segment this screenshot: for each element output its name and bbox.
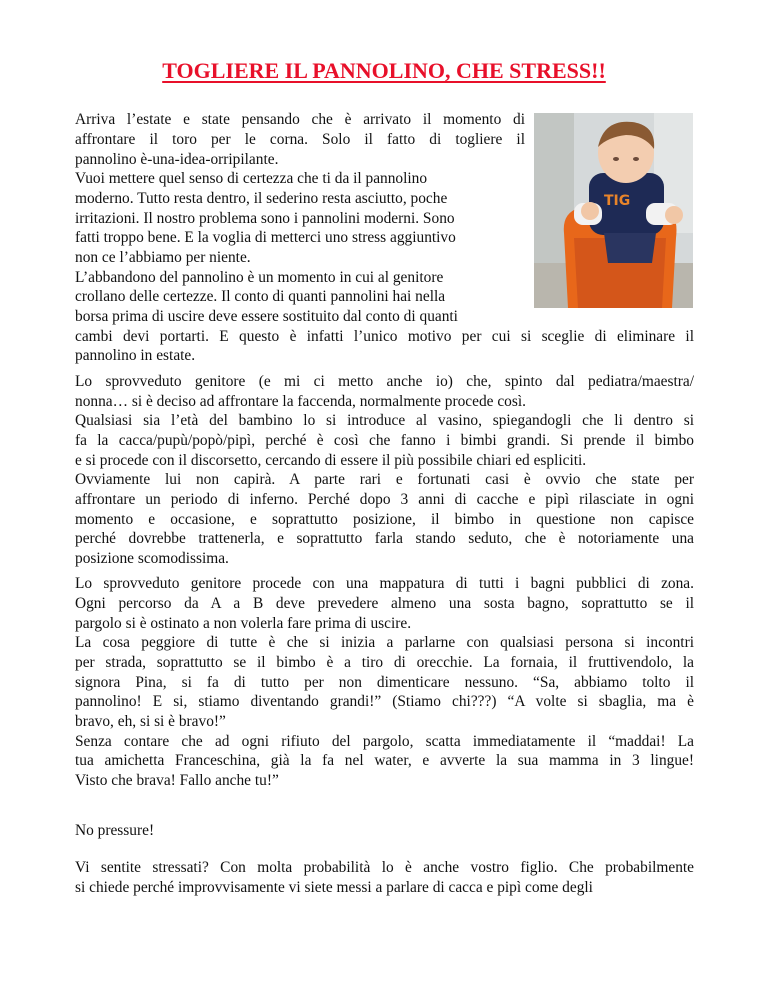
- paragraph-1-line: moderno. Tutto resta dentro, il sederino resta asciutto, poche: [75, 190, 448, 207]
- paragraph-3-line: Senza contare che ad ogni rifiuto del pargolo, scatta immediatamente il “maddai! La: [75, 733, 694, 750]
- paragraph-1-line: fatti troppo bene. E la voglia di metterci uno stress aggiuntivo: [75, 229, 456, 246]
- paragraph-3-line: signora Pina, si fa di tutto per non dimenticare nessuno. “Sa, abbiamo tolto il: [75, 674, 694, 691]
- paragraph-3-line: tua amichetta Franceschina, già la fa nel water, e avverte la sua mamma in 3 lingue!: [75, 752, 694, 769]
- paragraph-3-line: Ogni percorso da A a B deve prevedere almeno una sosta bagno, soprattutto se il: [75, 595, 694, 612]
- paragraph-2-line: e si procede con il discorsetto, cercando di essere il più possibile chiari ed espliciti.: [75, 452, 587, 469]
- child-on-potty-photo: [534, 113, 693, 308]
- paragraph-3-line: per strada, soprattutto se il bimbo è a tiro di orecchie. La fornaia, il fruttivendolo, la: [75, 654, 694, 671]
- paragraph-1-line: L’abbandono del pannolino è un momento in cui al genitore: [75, 269, 444, 286]
- paragraph-2-line: affrontare un periodo di inferno. Perché dopo 3 anni di cacche e pipì rilasciate in ogni: [75, 491, 694, 508]
- paragraph-3-line: pargolo si è ostinato a non volerla fare prima di uscire.: [75, 615, 412, 632]
- paragraph-2-line: momento e occasione, e soprattutto posizione, il bimbo in questione non capisce: [75, 511, 694, 528]
- paragraph-1-line: pannolino è-una-idea-orripilante.: [75, 151, 279, 168]
- paragraph-3-line: pannolino! E si, stiamo diventando grandi!” (Stiamo chi???) “A volte si sbaglia, ma è: [75, 693, 694, 710]
- paragraph-2-line: Ovviamente lui non capirà. A parte rari e fortunati casi è ovvio che state per: [75, 471, 694, 488]
- paragraph-2-line: posizione scomodissima.: [75, 550, 229, 567]
- paragraph-1-line: crollano delle certezze. Il conto di quanti pannolini hai nella: [75, 288, 446, 305]
- paragraph-2-line: Qualsiasi sia l’età del bambino lo si introduce al vasino, spiegandogli che li dentro si: [75, 412, 694, 429]
- paragraph-5-line: si chiede perché improvvisamente vi siete messi a parlare di cacca e pipì come degli: [75, 879, 593, 896]
- paragraph-2-line: Lo sprovveduto genitore (e mi ci metto anche io) che, spinto dal pediatra/maestra/: [75, 373, 694, 390]
- document-title: TOGLIERE IL PANNOLINO, CHE STRESS!!: [162, 58, 606, 83]
- paragraph-1-line: irritazioni. Il nostro problema sono i pannolini moderni. Sono: [75, 210, 455, 227]
- paragraph-3-line: Visto che brava! Fallo anche tu!”: [75, 772, 279, 789]
- paragraph-1-line: Vuoi mettere quel senso di certezza che ti da il pannolino: [75, 170, 428, 187]
- paragraph-1-line: borsa prima di uscire deve essere sostituito dal conto di quanti: [75, 308, 458, 325]
- paragraph-4-line: No pressure!: [75, 822, 155, 839]
- paragraph-1-line: cambi devi portarti. E questo è infatti l’unico motivo per cui si sceglie di eliminare il: [75, 328, 694, 345]
- paragraph-3-line: Lo sprovveduto genitore procede con una mappatura di tutti i bagni pubblici di zona.: [75, 575, 694, 592]
- paragraph-1-line: non ce l’abbiamo per niente.: [75, 249, 251, 266]
- paragraph-5-line: Vi sentite stressati? Con molta probabilità lo è anche vostro figlio. Che probabilmente: [75, 859, 694, 876]
- paragraph-2-line: nonna… si è deciso ad affrontare la faccenda, normalmente procede così.: [75, 393, 526, 410]
- child-on-potty-illustration: [534, 113, 693, 308]
- paragraph-2-line: perché dovrebbe trattenerla, e soprattutto farla stando seduto, che è notoriamente una: [75, 530, 694, 547]
- paragraph-3-line: La cosa peggiore di tutte è che si inizia a parlarne con qualsiasi persona si incontri: [75, 634, 694, 651]
- paragraph-1-line: Arriva l’estate e state pensando che è arrivato il momento di: [75, 111, 525, 128]
- paragraph-1-line: pannolino in estate.: [75, 347, 196, 364]
- svg-text:TIG: TIG: [604, 193, 631, 209]
- paragraph-2-line: fa la cacca/pupù/popò/pipì, perché è così che fanno i bimbi grandi. Si prende il bimbo: [75, 432, 694, 449]
- paragraph-1-line: affrontare il toro per le corna. Solo il fatto di togliere il: [75, 131, 525, 148]
- paragraph-3-line: bravo, eh, si si è bravo!”: [75, 713, 226, 730]
